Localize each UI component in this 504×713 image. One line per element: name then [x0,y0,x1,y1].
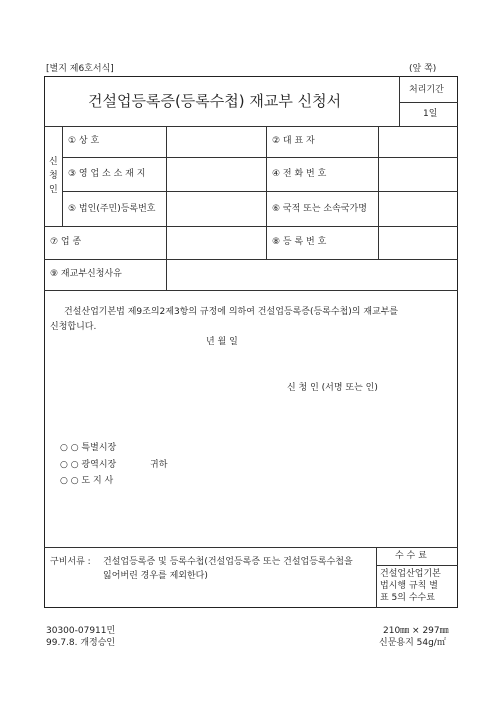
recipient-special-city-mayor: ○ ○ 특별시장 [60,443,117,453]
form-code: 30300-07911민 [46,626,116,636]
fee-text-line2: 법시행 규칙 별 [380,581,438,591]
field-label-business-type: ⑦ 업 종 [50,237,82,247]
processing-period-label: 처리기간 [409,85,444,95]
applicant-signature-line: 신 청 인 (서명 또는 인) [287,383,378,393]
recipient-metropolitan-mayor: ○ ○ 광역시장 [60,460,117,470]
field-label-license-number: ⑧ 등 록 번 호 [272,237,327,247]
applicant-section-label: 신 청 인 [49,157,58,195]
fee-label: 수 수 료 [395,551,427,561]
field-label-reissue-reason: ⑨ 재교부신청사유 [50,269,122,279]
office-address-field[interactable] [167,159,265,190]
form-number: [별지 제6호서식] [46,64,114,74]
form-title: 건설업등록증(등록수첩) 재교부 신청서 [88,92,342,110]
declaration-text-line2: 신청합니다. [50,322,97,332]
representative-field[interactable] [379,128,457,156]
phone-number-field[interactable] [379,159,457,190]
recipient-honorific: 귀하 [150,460,168,470]
required-documents-text2: 잃어버린 경우를 제외한다) [103,571,208,581]
field-label-representative: ② 대 표 자 [272,136,315,146]
paper-size: 210㎜ × 297㎜ [383,626,449,636]
business-type-field[interactable] [167,228,265,258]
paper-type: 신문용지 54g/㎡ [379,638,446,648]
field-label-company-name: ① 상 호 [68,136,100,146]
field-label-office-address: ③ 영 업 소 소 재 지 [68,169,146,179]
processing-period-value: 1일 [423,109,438,119]
registration-number-field[interactable] [167,193,265,225]
recipient-governor: ○ ○ 도 지 사 [60,476,114,486]
field-label-registration-number: ⑤ 법인(주민)등록번호 [68,204,156,214]
approval-date: 99.7.8. 개정승인 [46,638,116,648]
reissue-reason-field[interactable] [167,261,457,289]
field-label-phone-number: ④ 전 화 번 호 [272,169,327,179]
required-documents-text1: 건설업등록증 및 등록수첩(건설업등록증 또는 건설업등록수첩을 [103,557,353,567]
nationality-field[interactable] [379,193,457,225]
license-number-field[interactable] [379,228,457,258]
fee-text-line1: 건설업산업기본 [380,569,441,579]
company-name-field[interactable] [167,128,265,156]
declaration-text-line1: 건설산업기본법 제9조의2제3항의 규정에 의하여 건설업등록증(등록수첩)의 재교부를 [64,307,399,317]
page-side-label: (앞 쪽) [409,64,437,74]
required-documents-label: 구비서류 : [50,557,91,567]
field-label-nationality: ⑥ 국적 또는 소속국가명 [272,204,367,214]
declaration-date: 년 월 일 [206,337,238,347]
fee-text-line3: 표 5의 수수료 [380,593,435,603]
